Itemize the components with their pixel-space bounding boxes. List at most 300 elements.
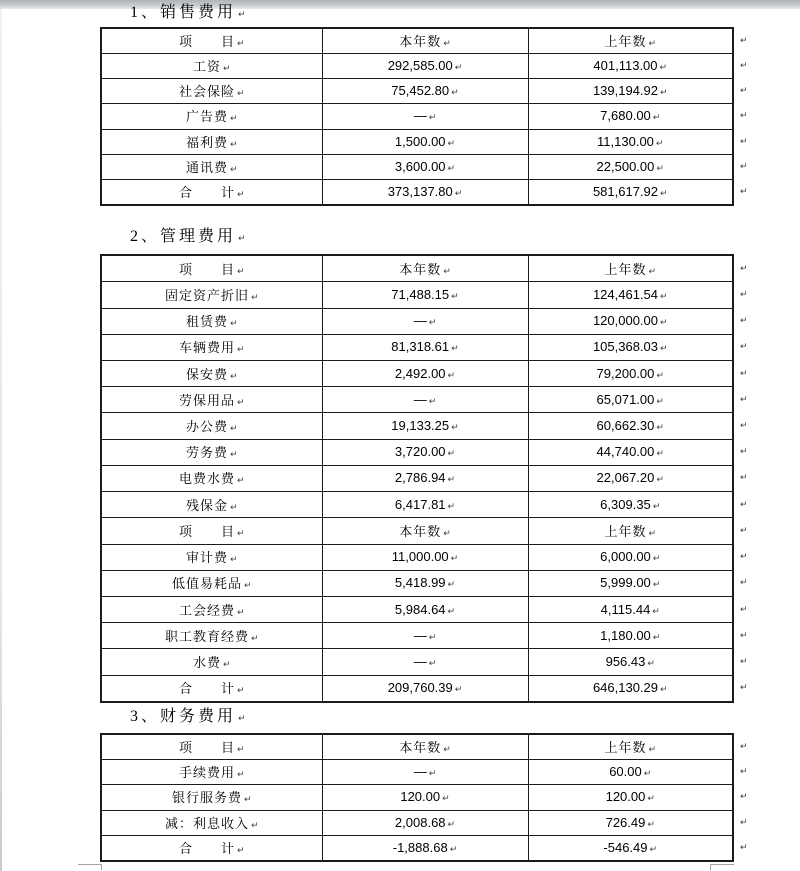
table-cell xyxy=(101,760,322,785)
paragraph-mark: ↵ xyxy=(648,745,657,756)
table-cell xyxy=(322,439,528,465)
section-title-text: 1、销售费用 xyxy=(130,4,237,21)
cell-text: 11,000.00 xyxy=(391,549,449,565)
row-end-mark: ↵ xyxy=(740,578,748,589)
paragraph-mark: ↵ xyxy=(236,845,245,856)
cell-text: 广告费 xyxy=(185,109,228,125)
paragraph-mark: ↵ xyxy=(648,39,657,50)
row-end-mark: ↵ xyxy=(740,421,748,432)
table-cell xyxy=(101,179,322,205)
paragraph-mark: ↵ xyxy=(236,397,245,408)
cell-text: 项 目 xyxy=(178,740,235,756)
header-row xyxy=(101,734,733,760)
cell-text: 22,067.20 xyxy=(596,470,655,486)
paragraph-mark: ↵ xyxy=(428,396,437,407)
paragraph-mark: ↵ xyxy=(443,266,451,277)
table-row xyxy=(101,361,733,387)
paragraph-mark: ↵ xyxy=(648,266,657,277)
cell-text: 职工教育经费 xyxy=(164,628,249,644)
row-end-mark: ↵ xyxy=(740,842,748,853)
cell-text: 低值易耗品 xyxy=(171,576,242,592)
cell-text: 福利费 xyxy=(185,134,228,150)
paragraph-mark: ↵ xyxy=(659,63,668,74)
table-cell xyxy=(528,387,748,413)
cell-text: 残保金 xyxy=(185,497,228,513)
cell-text: 44,740.00 xyxy=(596,444,655,460)
cell-text: 3,720.00 xyxy=(394,444,446,460)
table-cell xyxy=(528,785,748,810)
paragraph-mark: ↵ xyxy=(428,632,437,643)
table-cell xyxy=(528,361,748,387)
header-cell xyxy=(528,255,748,282)
table-cell xyxy=(322,387,528,413)
cell-text: 373,137.80 xyxy=(387,183,453,199)
paragraph-mark: ↵ xyxy=(447,163,456,174)
cell-text: 60.00 xyxy=(609,764,642,780)
table-cell xyxy=(322,518,528,544)
table-row xyxy=(101,129,733,154)
paragraph-mark: ↵ xyxy=(447,475,456,486)
expense-table xyxy=(100,733,748,862)
paragraph-mark: ↵ xyxy=(443,745,451,756)
row-end-mark: ↵ xyxy=(740,552,748,563)
paragraph-mark: ↵ xyxy=(428,769,437,780)
table-row xyxy=(101,79,733,104)
paragraph-mark: ↵ xyxy=(660,344,668,355)
cell-text: 5,984.64 xyxy=(394,601,446,617)
paragraph-mark: ↵ xyxy=(660,318,668,329)
paragraph-mark: ↵ xyxy=(643,769,652,780)
paragraph-mark: ↵ xyxy=(451,423,459,434)
paragraph-mark: ↵ xyxy=(656,475,664,486)
page-left-edge xyxy=(0,9,2,871)
paragraph-mark: ↵ xyxy=(447,819,456,830)
cell-text: -1,888.68 xyxy=(392,839,448,855)
table-row xyxy=(101,465,733,491)
cell-text: 5,418.99 xyxy=(394,575,446,591)
paragraph-mark: ↵ xyxy=(660,188,668,199)
paragraph-mark: ↵ xyxy=(243,581,252,592)
cell-text: 上年数 xyxy=(604,261,647,277)
cell-text: 银行服务费 xyxy=(171,790,242,806)
cell-text: 保安费 xyxy=(185,366,228,382)
row-end-mark: ↵ xyxy=(740,111,748,122)
paragraph-mark: ↵ xyxy=(451,291,459,302)
row-end-mark: ↵ xyxy=(740,161,748,172)
paragraph-mark: ↵ xyxy=(229,424,238,435)
table-cell xyxy=(101,675,322,702)
table-cell xyxy=(101,623,322,649)
cell-text: 劳保用品 xyxy=(178,392,235,408)
row-end-mark: ↵ xyxy=(740,368,748,379)
paragraph-mark: ↵ xyxy=(652,580,661,591)
table-cell xyxy=(101,104,322,129)
table-cell xyxy=(322,104,528,129)
cell-text: 139,194.92 xyxy=(592,83,659,99)
table-cell xyxy=(322,54,528,79)
table-cell xyxy=(322,570,528,596)
row-end-mark: ↵ xyxy=(740,499,748,510)
cell-text: 124,461.54 xyxy=(592,286,659,302)
row-end-mark: ↵ xyxy=(740,630,748,641)
table-row xyxy=(101,387,733,413)
table-row xyxy=(101,760,733,785)
cell-text: 1,500.00 xyxy=(394,133,446,149)
cell-text: 上年数 xyxy=(604,740,647,756)
table-cell xyxy=(101,79,322,104)
row-end-mark: ↵ xyxy=(740,342,748,353)
paragraph-mark: ↵ xyxy=(243,795,252,806)
table-cell xyxy=(322,465,528,491)
row-end-mark: ↵ xyxy=(740,767,748,778)
paragraph-mark: ↵ xyxy=(656,163,664,174)
table-cell xyxy=(101,334,322,360)
paragraph-mark: ↵ xyxy=(229,319,238,330)
table-cell xyxy=(101,282,322,308)
cell-text: 4,115.44 xyxy=(600,601,651,617)
cell-text: 22,500.00 xyxy=(596,158,655,174)
paragraph-mark: ↵ xyxy=(250,633,259,644)
paragraph-mark: ↵ xyxy=(238,714,246,724)
cell-text: 本年数 xyxy=(399,34,442,50)
paragraph-mark: ↵ xyxy=(442,794,450,805)
paragraph-mark: ↵ xyxy=(229,114,238,125)
cell-text: 79,200.00 xyxy=(596,365,655,381)
cell-text: 本年数 xyxy=(399,740,442,756)
table-cell xyxy=(528,465,748,491)
header-cell xyxy=(528,28,748,54)
expense-table xyxy=(100,27,748,206)
cell-text: 3,600.00 xyxy=(394,158,446,174)
table-cell xyxy=(528,810,748,835)
table-cell xyxy=(101,308,322,334)
table-cell xyxy=(528,308,748,334)
table-cell xyxy=(101,465,322,491)
paragraph-mark: ↵ xyxy=(236,770,245,781)
paragraph-mark: ↵ xyxy=(652,606,660,617)
row-end-mark: ↵ xyxy=(740,289,748,300)
table-cell xyxy=(101,835,322,861)
table-row xyxy=(101,492,733,518)
paragraph-mark: ↵ xyxy=(236,345,245,356)
paragraph-mark: ↵ xyxy=(655,138,664,149)
cell-text: — xyxy=(413,627,427,643)
paragraph-mark: ↵ xyxy=(236,607,245,618)
paragraph-mark: ↵ xyxy=(443,528,451,539)
paragraph-mark: ↵ xyxy=(652,554,661,565)
paragraph-mark: ↵ xyxy=(238,10,246,20)
table-cell xyxy=(322,760,528,785)
paragraph-mark: ↵ xyxy=(222,660,231,671)
paragraph-mark: ↵ xyxy=(236,89,245,100)
admin-expense-table xyxy=(100,254,748,703)
paragraph-mark: ↵ xyxy=(660,88,668,99)
table-cell xyxy=(101,129,322,154)
cell-text: 2,008.68 xyxy=(394,814,446,830)
table-row xyxy=(101,570,733,596)
table-cell xyxy=(101,361,322,387)
cell-text: 81,318.61 xyxy=(391,339,450,355)
table-row xyxy=(101,596,733,622)
cell-text: 956.43 xyxy=(605,654,646,670)
paragraph-mark: ↵ xyxy=(236,745,245,756)
row-end-mark: ↵ xyxy=(740,186,748,197)
paragraph-mark: ↵ xyxy=(229,164,238,175)
table-cell xyxy=(322,334,528,360)
paragraph-mark: ↵ xyxy=(236,189,245,200)
cell-text: 审计费 xyxy=(185,550,228,566)
paragraph-mark: ↵ xyxy=(250,820,259,831)
table-row xyxy=(101,785,733,810)
paragraph-mark: ↵ xyxy=(660,685,668,696)
paragraph-mark: ↵ xyxy=(236,528,245,539)
table-cell xyxy=(528,518,748,544)
cell-text: 65,071.00 xyxy=(596,391,655,407)
paragraph-mark: ↵ xyxy=(454,63,463,74)
table-cell xyxy=(101,154,322,179)
table-cell xyxy=(528,492,748,518)
cell-text: 租赁费 xyxy=(185,314,228,330)
next-page-right-corner-mark xyxy=(710,864,734,870)
cell-text: 上年数 xyxy=(604,523,647,539)
cell-text: 本年数 xyxy=(399,523,442,539)
cell-text: 合 计 xyxy=(178,681,235,697)
cell-text: 手续费用 xyxy=(178,765,235,781)
table-cell xyxy=(101,570,322,596)
cell-text: 办公费 xyxy=(185,419,228,435)
row-end-mark: ↵ xyxy=(740,817,748,828)
cell-text: 5,999.00 xyxy=(600,575,651,591)
table-cell xyxy=(528,54,748,79)
section-title-admin-expenses xyxy=(130,226,246,248)
paragraph-mark: ↵ xyxy=(656,423,664,434)
cell-text: 120,000.00 xyxy=(592,313,659,329)
cell-text: 6,417.81 xyxy=(394,496,446,512)
row-end-mark: ↵ xyxy=(740,742,748,753)
cell-text: 本年数 xyxy=(399,261,442,277)
cell-text: 合 计 xyxy=(178,184,235,200)
cell-text: 105,368.03 xyxy=(592,339,659,355)
header-cell xyxy=(528,734,748,760)
table-cell xyxy=(322,361,528,387)
table-cell xyxy=(101,518,322,544)
cell-text: 209,760.39 xyxy=(387,680,453,696)
paragraph-mark: ↵ xyxy=(652,632,661,643)
paragraph-mark: ↵ xyxy=(229,139,238,150)
table-cell xyxy=(322,179,528,205)
paragraph-mark: ↵ xyxy=(652,113,661,124)
section-title-finance-expenses xyxy=(130,706,246,728)
table-row xyxy=(101,308,733,334)
table-cell xyxy=(322,596,528,622)
table-cell xyxy=(322,810,528,835)
table-row xyxy=(101,544,733,570)
row-end-mark: ↵ xyxy=(740,394,748,405)
paragraph-mark: ↵ xyxy=(447,580,456,591)
table-cell xyxy=(528,835,748,861)
cell-text: 292,585.00 xyxy=(387,58,453,74)
window-top-edge xyxy=(0,0,800,9)
cell-text: 6,309.35 xyxy=(600,496,651,512)
paragraph-mark: ↵ xyxy=(428,318,437,329)
paragraph-mark: ↵ xyxy=(450,554,459,565)
section-title-text: 2、管理费用 xyxy=(130,228,237,245)
cell-text: 726.49 xyxy=(605,814,646,830)
row-end-mark: ↵ xyxy=(740,61,748,72)
header-cell xyxy=(322,28,528,54)
table-cell xyxy=(528,544,748,570)
table-cell xyxy=(322,308,528,334)
row-end-mark: ↵ xyxy=(740,316,748,327)
table-cell xyxy=(322,282,528,308)
table-cell xyxy=(101,596,322,622)
paragraph-mark: ↵ xyxy=(652,501,661,512)
cell-text: 劳务费 xyxy=(185,445,228,461)
header-cell xyxy=(101,734,322,760)
cell-text: 2,786.94 xyxy=(394,470,446,486)
cell-text: 上年数 xyxy=(604,34,647,50)
table-cell xyxy=(322,154,528,179)
table-cell xyxy=(101,649,322,675)
header-cell xyxy=(322,255,528,282)
paragraph-mark: ↵ xyxy=(451,88,459,99)
table-cell xyxy=(528,154,748,179)
table-cell xyxy=(528,623,748,649)
cell-text: 6,000.00 xyxy=(600,549,651,565)
paragraph-mark: ↵ xyxy=(454,188,463,199)
cell-text: — xyxy=(413,108,427,124)
paragraph-mark: ↵ xyxy=(250,292,259,303)
cell-text: — xyxy=(413,764,427,780)
paragraph-mark: ↵ xyxy=(428,113,437,124)
table-row xyxy=(101,282,733,308)
cell-text: -546.49 xyxy=(603,839,648,855)
cell-text: 项 目 xyxy=(178,523,235,539)
cell-text: 社会保险 xyxy=(178,84,235,100)
table-cell xyxy=(101,54,322,79)
cell-text: 电费水费 xyxy=(178,471,235,487)
paragraph-mark: ↵ xyxy=(656,396,664,407)
table-row xyxy=(101,54,733,79)
paragraph-mark: ↵ xyxy=(447,370,456,381)
table-cell xyxy=(322,492,528,518)
table-cell xyxy=(322,785,528,810)
header-cell xyxy=(101,255,322,282)
table-cell xyxy=(528,596,748,622)
cell-text: — xyxy=(413,654,427,670)
table-cell xyxy=(528,570,748,596)
table-cell xyxy=(528,760,748,785)
paragraph-mark: ↵ xyxy=(428,659,437,670)
table-cell xyxy=(528,104,748,129)
cell-text: 固定资产折旧 xyxy=(164,287,249,303)
table-cell xyxy=(322,79,528,104)
cell-text: 646,130.29 xyxy=(592,680,659,696)
table-cell xyxy=(528,334,748,360)
finance-expense-table xyxy=(100,733,748,862)
cell-text: 71,488.15 xyxy=(391,286,450,302)
table-row xyxy=(101,439,733,465)
paragraph-mark: ↵ xyxy=(229,502,238,513)
cell-text: 工资 xyxy=(192,59,221,75)
paragraph-mark: ↵ xyxy=(236,266,245,277)
cell-text: 2,492.00 xyxy=(394,365,446,381)
table-cell xyxy=(322,649,528,675)
table-cell xyxy=(528,413,748,439)
table-cell xyxy=(101,785,322,810)
cell-text: 19,133.25 xyxy=(391,418,450,434)
table-cell xyxy=(101,413,322,439)
cell-text: 1,180.00 xyxy=(600,627,651,643)
table-row xyxy=(101,179,733,205)
table-cell xyxy=(322,623,528,649)
expense-table xyxy=(100,254,748,703)
cell-text: — xyxy=(413,391,427,407)
paragraph-mark: ↵ xyxy=(656,370,664,381)
table-row xyxy=(101,835,733,861)
row-end-mark: ↵ xyxy=(740,136,748,147)
row-end-mark: ↵ xyxy=(740,473,748,484)
header-cell xyxy=(322,734,528,760)
row-end-mark: ↵ xyxy=(740,792,748,803)
table-row xyxy=(101,675,733,702)
table-cell xyxy=(101,492,322,518)
next-page-left-corner-mark xyxy=(78,864,102,870)
paragraph-mark: ↵ xyxy=(447,138,456,149)
header-row xyxy=(101,255,733,282)
paragraph-mark: ↵ xyxy=(447,449,456,460)
cell-text: 通讯费 xyxy=(185,159,228,175)
row-end-mark: ↵ xyxy=(740,525,748,536)
cell-text: 水费 xyxy=(192,655,221,671)
table-cell xyxy=(101,810,322,835)
section-title-sales-expenses xyxy=(130,2,246,24)
table-cell xyxy=(528,675,748,702)
header-cell xyxy=(101,28,322,54)
row-end-mark: ↵ xyxy=(740,263,748,274)
paragraph-mark: ↵ xyxy=(229,450,238,461)
cell-text: 75,452.80 xyxy=(391,83,450,99)
paragraph-mark: ↵ xyxy=(454,685,463,696)
table-cell xyxy=(528,79,748,104)
cell-text: — xyxy=(413,313,427,329)
cell-text: 7,680.00 xyxy=(600,108,651,124)
paragraph-mark: ↵ xyxy=(229,371,238,382)
paragraph-mark: ↵ xyxy=(236,39,245,50)
row-end-mark: ↵ xyxy=(740,657,748,668)
table-cell xyxy=(322,675,528,702)
table-cell xyxy=(101,439,322,465)
cell-text: 401,113.00 xyxy=(593,58,658,74)
table-cell xyxy=(528,649,748,675)
table-row xyxy=(101,518,733,544)
table-cell xyxy=(101,387,322,413)
cell-text: 11,130.00 xyxy=(597,133,654,149)
row-end-mark: ↵ xyxy=(740,36,748,47)
paragraph-mark: ↵ xyxy=(656,449,664,460)
row-end-mark: ↵ xyxy=(740,604,748,615)
paragraph-mark: ↵ xyxy=(660,291,668,302)
table-row xyxy=(101,649,733,675)
paragraph-mark: ↵ xyxy=(451,344,459,355)
paragraph-mark: ↵ xyxy=(238,234,246,244)
table-cell xyxy=(322,835,528,861)
table-row xyxy=(101,413,733,439)
cell-text: 120.00 xyxy=(605,789,646,805)
cell-text: 60,662.30 xyxy=(596,418,655,434)
paragraph-mark: ↵ xyxy=(647,819,655,830)
paragraph-mark: ↵ xyxy=(236,686,245,697)
